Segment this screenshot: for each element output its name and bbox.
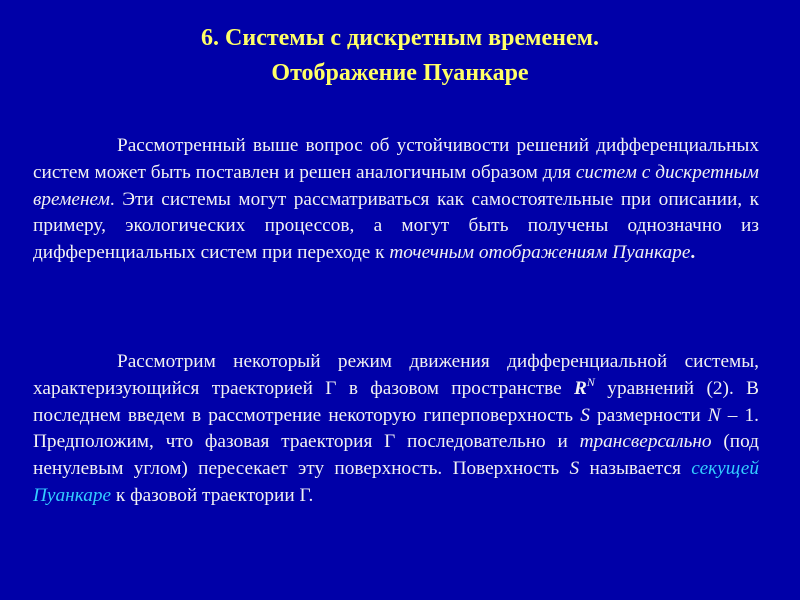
- paragraph-1-text-b: . Эти системы могут рассматриваться как самостоятельные при описании, к примеру, экологических процессов, а могут быть получены однозначно из дифференциальных систем при переходе к: [33, 188, 759, 264]
- symbol-n: N: [707, 404, 721, 426]
- term-poincare-section: секущей Пуанкаре: [33, 458, 759, 506]
- symbol-phase-space: R: [574, 377, 587, 399]
- term-poincare-maps: точечным отображениям Пуанкаре: [389, 242, 691, 264]
- paragraph-2-text-g: к фазовой траектории Г.: [111, 484, 314, 506]
- paragraph-1-text-c: .: [690, 242, 696, 264]
- paragraph-1-text-a: Рассмотренный выше вопрос об устойчивости решений дифференциальных систем может быть поставлен и решен аналогичным образом для: [33, 135, 759, 183]
- symbol-surface-s: S: [580, 404, 590, 426]
- term-discrete-time-systems: систем с дискретным временем: [33, 161, 759, 210]
- symbol-phase-space-dimension: N: [586, 374, 595, 389]
- slide-subtitle: Отображение Пуанкаре: [271, 60, 529, 86]
- slide-title: 6. Системы с дискретным временем.: [201, 25, 599, 51]
- paragraph-2-text-b: уравнений (2). В последнем введем в рассмотрение некоторую гиперповерхность: [33, 377, 759, 426]
- term-transversally: трансверсально: [579, 431, 712, 453]
- paragraph-2-text-f: называется: [579, 458, 692, 480]
- paragraph-2-text-d: – 1. Предположим, что фазовая траектория Г последовательно и: [33, 404, 759, 453]
- paragraph-1: [33, 133, 759, 267]
- symbol-surface-s-2: S: [569, 458, 580, 480]
- paragraph-2-text-c: размерности: [589, 404, 708, 426]
- paragraph-2-text-e: (под ненулевым углом) пересекает эту поверхность. Поверхность: [33, 431, 759, 480]
- paragraph-2-text-a: Рассмотрим некоторый режим движения дифференциальной системы, характеризующийся траекторией Г в фазовом пространстве: [33, 351, 759, 399]
- paragraph-2: [33, 349, 759, 510]
